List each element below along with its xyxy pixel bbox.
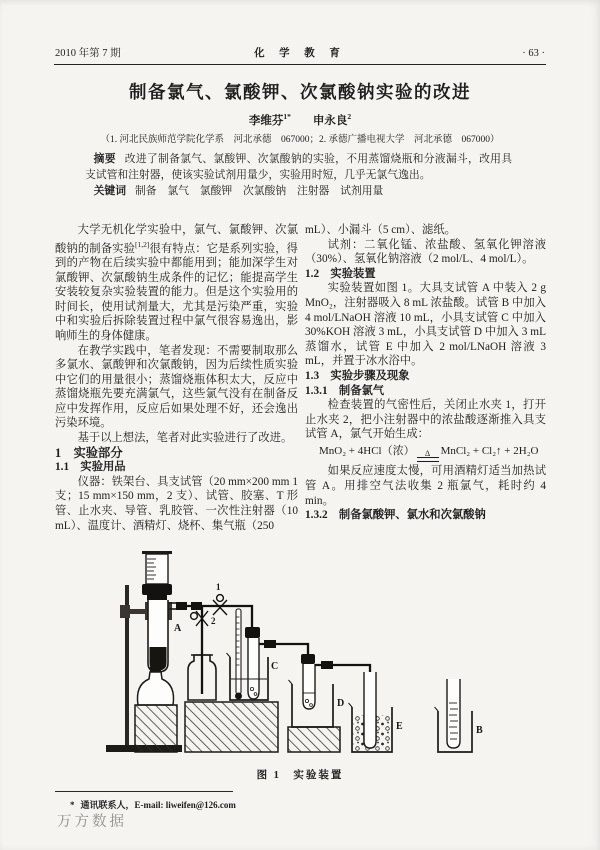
author-1-superscript: 1* — [283, 112, 291, 122]
label-beaker-e: E — [396, 721, 403, 732]
authors-line — [0, 112, 600, 128]
issue-label: 2010 年第 7 期 — [55, 48, 121, 59]
pinch-clamp-2 — [191, 611, 216, 626]
support-block-d — [288, 727, 340, 752]
pinch-clamp-1 — [213, 582, 227, 615]
beaker-d — [289, 680, 345, 727]
section-1-3-2-heading: 1.3.2 制备氯酸钾、氯水和次氯酸钠 — [305, 509, 486, 522]
abstract-text: 改进了制备氯气、氯酸钾、次氯酸钠的实验，不用蒸馏烧瓶和分液漏斗，改用具支试管和注射器，使该实验试剂用量少，实验用时短，几乎无氯气逸出。 — [85, 153, 513, 181]
label-beaker-b: B — [476, 725, 483, 736]
footnote-marker: * — [70, 800, 75, 810]
section-1-1-heading: 1.1 实验用品 — [55, 461, 126, 474]
beaker-b-assembly — [435, 679, 484, 752]
section-1-heading: 1 实验部分 — [55, 445, 123, 460]
footnote-text: 通讯联系人，E-mail: liweifen@126.com — [80, 800, 236, 810]
reference-superscript: [1,2] — [135, 239, 150, 249]
rubber-stopper — [142, 584, 172, 595]
label-tube-a: A — [174, 623, 182, 634]
chemical-equation — [305, 444, 546, 463]
thermometer — [235, 609, 242, 700]
clamp-arm — [129, 609, 146, 614]
article-title: 制备氯气、氯酸钾、次氯酸钠实验的改进 — [129, 82, 471, 102]
support-block-large — [185, 702, 278, 752]
keywords-text: 制备 氯气 氯酸钾 次氯酸钠 注射器 试剂用量 — [135, 185, 384, 197]
keywords-line — [85, 184, 512, 200]
running-header — [55, 45, 545, 60]
footnote-rule — [55, 791, 233, 792]
paragraph-collection: 如果反应速度太慢，可用酒精灯适当加热试管 A。用排空气法收集 2 瓶氯气，耗时约 4 min。 — [305, 465, 546, 507]
thermometer-bulb — [235, 693, 242, 700]
paragraph-procedure: 检查装置的气密性后，关闭止水夹 1，打开止水夹 2，把小注射器中的浓盐酸逐渐推入具支试管 A，氯气开始生成： — [305, 399, 546, 441]
syringe — [142, 551, 172, 600]
clamp-boss — [120, 605, 130, 618]
equals-bar — [417, 457, 439, 463]
abstract-block — [85, 152, 512, 200]
author-2: 申永良$^2$ — [312, 112, 352, 127]
section-1-3-1-heading: 1.3.1 制备氯气 — [305, 384, 385, 397]
rubber-tubing-segment — [264, 640, 276, 648]
paragraph-improvement: 基于以上想法，笔者对此实验进行了改进。 — [77, 432, 293, 445]
equation-rhs: MnCl₂ + Cl₂↑ + 2H₂O — [440, 444, 539, 457]
tube-d-assembly — [301, 654, 315, 709]
label-tube-d: D — [337, 698, 345, 709]
journal-name: 化 学 教 育 — [254, 48, 346, 59]
header-rule — [54, 64, 546, 65]
label-tube-c: C — [271, 661, 279, 672]
equation-lhs: MnO₂ + 4HCl（浓） — [319, 444, 415, 457]
apparatus-figure — [80, 551, 520, 766]
author-1: 李维芬$^{1*}$ — [248, 112, 291, 127]
paragraph-intro: 大学无机化学实验中，氯气、氯酸钾、次氯酸钠的制备实验[1,2]很有特点：它是系列实验，得到的产物在后续实验中都能用到；能加深学生对氯酸钾、次氯酸钠生成条件的记忆；能提高学生安装较复杂实验装置的能力。但是这个实验用的时间长，使用试剂量大，尤其是污染严重，实验中和实验后拆除装置过程中氯气很容易逸出，影响师生的身体健康。 — [55, 224, 298, 342]
label-clamp-2: 2 — [211, 616, 216, 626]
reaction-condition — [417, 450, 439, 463]
paragraph-motivation: 在教学实践中，笔者发现：不需要制取那么多氯水、氯酸钾和次氯酸钠，因为后续性质实验中它们的用量很小；蒸馏烧瓶体积太大，反应中蒸馏烧瓶先要充满氯气，这些氯气没有在制备反应中发挥作用，反应后如果处理不好，还会逸出污染环境。 — [55, 344, 298, 430]
figure-caption: 图 1 实验装置 — [256, 770, 344, 781]
rubber-tubing-segment — [176, 602, 187, 610]
affiliation: （1. 河北民族师范学院化学系 河北承德 067000；2. 承德广播电视大学 河北承德 067000） — [100, 135, 500, 145]
paragraph-apparatus-list: 仪器：铁架台、具支试管（20 mm×200 mm 1 支；15 mm×150 mm，2 支）、试管、胶塞、T 形管、止水夹、导管、乳胶管、一次性注射器（10 mL）、温度计、酒精灯、烧杯、集气瓶（250 — [55, 475, 298, 532]
page-number: · 63 · — [522, 48, 545, 59]
rubber-tubing-segment — [191, 602, 202, 610]
abstract-paragraph — [85, 152, 512, 183]
author-2-superscript: 2 — [347, 112, 352, 122]
delta-symbol: Δ — [425, 448, 431, 458]
keywords-label: 关键词 — [93, 185, 127, 197]
test-tube-b — [447, 679, 460, 748]
side-arm-tube-c — [245, 627, 260, 699]
abstract-label: 摘要 — [93, 153, 116, 165]
label-clamp-1: 1 — [216, 582, 221, 592]
paragraph-setup: 实验装置如图 1。大具支试管 A 中装入 2 g MnO₂，注射器吸入 8 mL 浓盐酸。试管 B 中加入 4 mol/LNaOH 溶液 10 mL，小具支试管 C 中加入 30%KOH 溶液 3 mL，小具支试管 D 中加入 3 mL 蒸馏水，试管 E 中加入 2 mol/LNaOH 溶液 3 mL，并置于冰水浴中。 — [305, 282, 546, 368]
stopper-d — [301, 654, 315, 664]
right-column — [305, 223, 546, 523]
paragraph-reagents: 试剂：二氧化锰、浓盐酸、氢氧化钾溶液（30%）、氢氧化钠溶液（2 mol/L、4 mol/L）。 — [305, 238, 546, 266]
rubber-tubing-segment — [321, 661, 333, 669]
left-column — [55, 223, 298, 533]
stopper-c — [245, 627, 260, 638]
section-1-2-heading: 1.2 实验装置 — [305, 267, 376, 280]
wanfang-watermark: 万方数据 — [57, 814, 127, 830]
section-1-3-heading: 1.3 实验步骤及现象 — [305, 369, 410, 382]
lamp-support-block — [135, 705, 177, 752]
paragraph-apparatus-continued: mL）、小漏斗（5 cm）、滤纸。 — [305, 224, 456, 236]
